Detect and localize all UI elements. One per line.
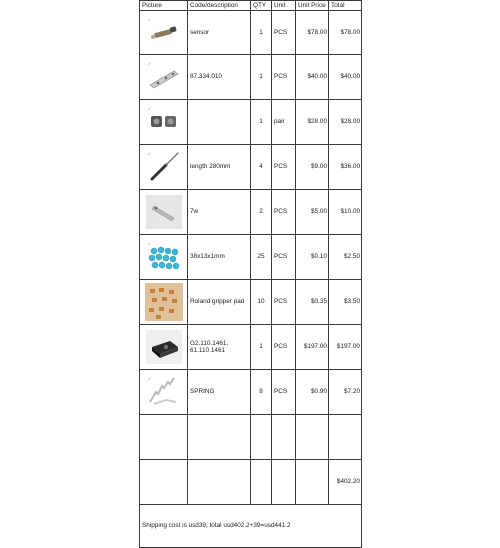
gripper-pads-icon — [144, 282, 184, 322]
row-unit: PCS — [272, 145, 296, 190]
row-unit: pair — [272, 100, 296, 145]
row-description: 7w — [188, 190, 251, 235]
svg-text:✓: ✓ — [147, 16, 151, 22]
row-description: length 280mm — [188, 145, 251, 190]
table-row — [140, 190, 362, 235]
gas-spring-icon — [144, 147, 184, 187]
row-qty: 2 — [251, 190, 272, 235]
row-description — [188, 100, 251, 145]
header-total: Total — [329, 1, 362, 11]
row-unit: PCS — [272, 280, 296, 325]
header-unit-price: Unit Price — [296, 1, 329, 11]
row-qty: 1 — [251, 100, 272, 145]
row-qty: 1 — [251, 55, 272, 100]
row-qty: 1 — [251, 325, 272, 370]
row-unit-price: $40.00 — [296, 55, 329, 100]
row-description: 38x13x1mm — [188, 235, 251, 280]
svg-text:✓: ✓ — [147, 241, 151, 246]
row-total: $3.50 — [329, 280, 362, 325]
row-qty: 25 — [251, 235, 272, 280]
row-total: $197.00 — [329, 325, 362, 370]
row-unit-price: $0.35 — [296, 280, 329, 325]
roller-pair-icon — [144, 102, 184, 142]
row-unit-price: $5.00 — [296, 190, 329, 235]
blue-rings-icon — [144, 237, 184, 277]
row-qty: 1 — [251, 11, 272, 55]
row-total: $36.00 — [329, 145, 362, 190]
row-qty: 10 — [251, 280, 272, 325]
table-row — [140, 325, 362, 370]
invoice-sheet — [139, 0, 361, 530]
svg-text:✓: ✓ — [147, 151, 151, 156]
empty-row — [140, 415, 362, 460]
svg-text:✓: ✓ — [147, 106, 151, 111]
row-qty: 4 — [251, 145, 272, 190]
row-unit: PCS — [272, 55, 296, 100]
row-total: $40.00 — [329, 55, 362, 100]
row-total: $7.20 — [329, 370, 362, 415]
parts-table — [139, 0, 362, 548]
header-code: Code/description — [188, 1, 251, 11]
table-row — [140, 100, 362, 145]
row-unit-price: $0.10 — [296, 235, 329, 280]
row-description: sensor — [188, 11, 251, 55]
row-unit-price: $197.00 — [296, 325, 329, 370]
row-description: SPRING — [188, 370, 251, 415]
row-unit-price: $9.00 — [296, 145, 329, 190]
grand-total-row — [140, 460, 362, 505]
row-total: $2.50 — [329, 235, 362, 280]
table-row — [140, 280, 362, 325]
shipping-note: Shipping cost is usd39, total usd402.2+39=usd441.2 — [140, 505, 362, 548]
table-row — [140, 370, 362, 415]
row-unit: PCS — [272, 190, 296, 235]
header-qty: QTY — [251, 1, 272, 11]
row-unit-price: $78.00 — [296, 11, 329, 55]
row-total: $28.00 — [329, 100, 362, 145]
spring-icon — [144, 372, 184, 412]
row-total: $78.00 — [329, 11, 362, 55]
row-unit: PCS — [272, 11, 296, 55]
shipping-note-row — [140, 505, 362, 548]
row-unit: PCS — [272, 235, 296, 280]
row-unit-price: $28.00 — [296, 100, 329, 145]
row-unit: PCS — [272, 370, 296, 415]
row-total: $10.00 — [329, 190, 362, 235]
table-row — [140, 235, 362, 280]
table-row — [140, 145, 362, 190]
svg-text:✓: ✓ — [147, 376, 151, 381]
header-unit: Unit — [272, 1, 296, 11]
grand-total: $402.20 — [329, 460, 362, 505]
row-description: G2.110.1461, 61.110.1461 — [188, 325, 251, 370]
black-block-icon — [144, 327, 184, 367]
metal-bracket-icon — [144, 57, 184, 97]
row-description: Roland gripper pad — [188, 280, 251, 325]
sensor-part-icon — [144, 13, 184, 53]
svg-text:✓: ✓ — [147, 61, 151, 66]
header-row — [140, 1, 362, 11]
row-unit-price: $0.90 — [296, 370, 329, 415]
row-unit: PCS — [272, 325, 296, 370]
table-row — [140, 11, 362, 55]
small-part-icon — [144, 192, 184, 232]
table-row — [140, 55, 362, 100]
header-picture: Picture — [140, 1, 188, 11]
row-qty: 8 — [251, 370, 272, 415]
row-description: 87.334.010 — [188, 55, 251, 100]
